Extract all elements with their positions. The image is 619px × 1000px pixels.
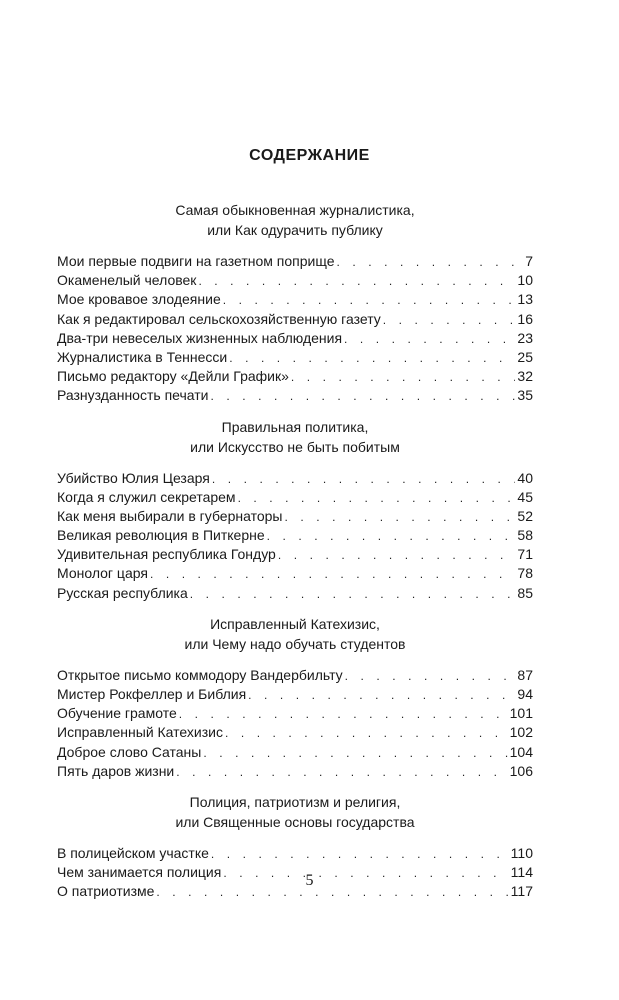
section-heading-line: или Искусство не быть побитым — [190, 438, 400, 455]
section-heading-line: Правильная политика, — [221, 418, 369, 435]
dot-leader — [210, 387, 515, 406]
toc-entry-title: Журналистика в Теннесси — [57, 348, 228, 365]
dot-leader — [248, 686, 515, 705]
dot-leader — [225, 724, 508, 743]
dot-leader — [345, 667, 516, 686]
toc-entry-title: Чем занимается полиция — [57, 864, 222, 881]
toc-section — [57, 614, 533, 781]
toc-entry-title: Исправленный Катехизис — [57, 724, 223, 741]
toc-entry-title: Доброе слово Сатаны — [57, 743, 202, 760]
dot-leader — [150, 565, 515, 584]
toc-entry — [57, 723, 533, 742]
dot-leader — [337, 253, 524, 272]
toc-entry-list — [57, 666, 533, 781]
toc-entry — [57, 386, 533, 405]
toc-section — [57, 200, 533, 406]
section-heading-line: Исправленный Катехизис, — [210, 615, 380, 632]
toc-entry — [57, 329, 533, 348]
toc-entry-page: 25 — [517, 348, 533, 365]
toc-entry-title: Обучение грамоте — [57, 705, 177, 722]
toc-entry-page: 114 — [510, 864, 533, 881]
toc-entry-title: Разнузданность печати — [57, 387, 209, 404]
page-title: СОДЕРЖАНИЕ — [249, 147, 370, 164]
toc-entry-title: Как я редактировал сельскохозяйственную газету — [57, 310, 381, 327]
dot-leader — [212, 470, 516, 489]
toc-entry-title: Письмо редактору «Дейли График» — [57, 368, 289, 385]
dot-leader — [176, 763, 507, 782]
toc-entry — [57, 704, 533, 723]
toc-entry — [57, 310, 533, 329]
toc-entry-page: 58 — [517, 527, 533, 544]
toc-entry-page: 110 — [510, 844, 533, 861]
toc-entry-list — [57, 252, 533, 406]
toc-entry-page: 106 — [509, 762, 533, 779]
dot-leader — [383, 311, 516, 330]
toc-entry-page: 117 — [510, 883, 533, 900]
section-heading-line: Самая обыкновенная журналистика, — [175, 202, 415, 218]
dot-leader — [223, 291, 516, 310]
dot-leader — [190, 585, 516, 604]
dot-leader — [179, 705, 508, 724]
toc-entry-title: В полицейском участке — [57, 844, 209, 861]
toc-entry-page: 40 — [517, 469, 533, 486]
dot-leader — [229, 349, 515, 368]
dot-leader — [211, 845, 509, 864]
toc-entry-title: Монолог царя — [57, 565, 148, 582]
toc-entry-list — [57, 469, 533, 603]
toc-entry-page: 45 — [517, 488, 533, 505]
toc-entry-title: Мистер Рокфеллер и Библия — [57, 686, 247, 702]
toc-entry-page: 94 — [517, 686, 533, 702]
toc-entry-page: 23 — [517, 329, 533, 346]
section-heading — [57, 792, 533, 832]
dot-leader — [267, 527, 516, 546]
section-heading — [57, 614, 533, 654]
toc-entry — [57, 252, 533, 271]
toc-entry — [57, 507, 533, 526]
toc-entry-title: Великая революция в Питкерне — [57, 527, 265, 544]
toc-entry-title: Открытое письмо коммодору Вандербильту — [57, 666, 343, 683]
toc-entry — [57, 469, 533, 488]
toc-entry-page: 87 — [517, 666, 533, 683]
toc-entry — [57, 584, 533, 603]
toc-entry-page: 78 — [517, 565, 533, 582]
toc-entry-page: 101 — [509, 705, 533, 722]
toc-entry — [57, 526, 533, 545]
toc-entry — [57, 348, 533, 367]
dot-leader — [238, 489, 516, 508]
section-heading — [57, 200, 533, 240]
toc-entry-title: О патриотизме — [57, 883, 155, 900]
toc-entry-title: Два-три невеселых жизненных наблюдения — [57, 329, 343, 346]
toc-entry — [57, 367, 533, 386]
toc-entry-page: 71 — [517, 546, 533, 563]
toc-entry-page: 32 — [517, 368, 533, 385]
toc-entry-title: Когда я служил секретарем — [57, 488, 236, 505]
toc-entry-page: 10 — [517, 272, 533, 289]
toc-entry-title: Как меня выбирали в губернаторы — [57, 507, 283, 524]
dot-leader — [344, 330, 515, 349]
toc-entry — [57, 762, 533, 781]
toc-entry-page: 104 — [509, 743, 533, 760]
page-number: 5 — [305, 872, 314, 889]
toc-entry-title: Мое кровавое злодеяние — [57, 291, 221, 308]
section-heading-line: Полиция, патриотизм и религия, — [189, 793, 401, 810]
toc-entry — [57, 685, 533, 704]
section-heading-line: или Священные основы государства — [175, 813, 415, 830]
toc-entry-page: 102 — [509, 724, 533, 741]
toc-entry — [57, 545, 533, 564]
toc-entry — [57, 488, 533, 507]
dot-leader — [278, 546, 516, 565]
toc-section — [57, 417, 533, 603]
toc-entry-title: Окаменелый человек — [57, 272, 197, 289]
section-heading-line: или Как одурачить публику — [207, 222, 383, 238]
toc-entry-page: 52 — [517, 507, 533, 524]
toc-entry — [57, 290, 533, 309]
toc-entry — [57, 666, 533, 685]
toc-entry-title: Мои первые подвиги на газетном поприще — [57, 253, 335, 269]
toc-entry-title: Русская республика — [57, 584, 188, 601]
toc-entry — [57, 564, 533, 583]
dot-leader — [284, 508, 515, 527]
dot-leader — [203, 744, 507, 763]
toc-entry — [57, 844, 533, 863]
toc-entry-title: Убийство Юлия Цезаря — [57, 469, 210, 486]
toc-entry-title: Удивительная республика Гондур — [57, 546, 276, 563]
toc-entry-page: 35 — [517, 387, 533, 404]
section-heading-line: или Чему надо обучать студентов — [184, 635, 406, 652]
toc-entry — [57, 271, 533, 290]
section-heading — [57, 417, 533, 457]
toc-entry-page: 16 — [517, 310, 533, 327]
toc-entry-title: Пять даров жизни — [57, 762, 175, 779]
toc-entry-page: 7 — [525, 253, 533, 269]
table-of-contents — [57, 200, 533, 913]
dot-leader — [291, 368, 516, 387]
toc-entry — [57, 743, 533, 762]
toc-entry-page: 85 — [517, 584, 533, 601]
toc-entry-page: 13 — [517, 291, 533, 308]
dot-leader — [198, 272, 515, 291]
